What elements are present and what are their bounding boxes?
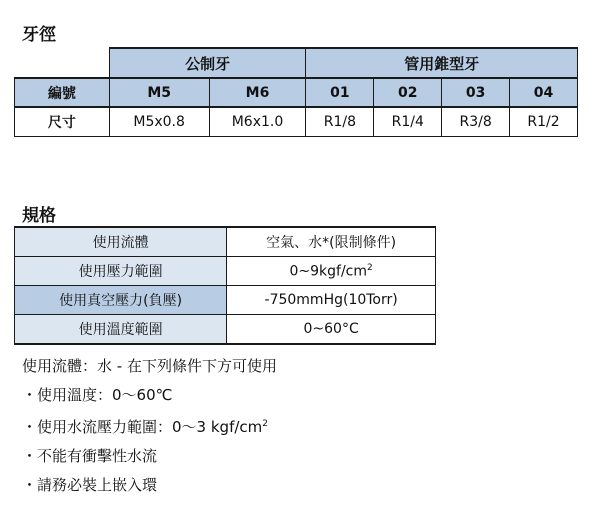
size-cell: R1/8 — [306, 107, 374, 137]
note-item — [22, 471, 277, 500]
size-label: 尺寸 — [15, 107, 110, 137]
code-cell: 01 — [306, 78, 374, 107]
spec-value — [227, 257, 436, 286]
note-item-text: ・不能有衝擊性水流 — [22, 447, 158, 465]
size-cell: M5x0.8 — [109, 107, 209, 137]
spec-table — [14, 226, 436, 345]
thread-table — [14, 47, 578, 137]
note-item-text: ・使用溫度：0～60℃ — [22, 386, 173, 404]
size-cell: R1/2 — [510, 107, 578, 137]
spec-key: 使用真空壓力(負壓) — [15, 286, 227, 315]
spec-value: -750mmHg(10Torr) — [227, 286, 436, 315]
spec-key: 使用溫度範圍 — [15, 315, 227, 345]
code-cell: 02 — [374, 78, 442, 107]
spec-value-superscript: 2 — [367, 262, 373, 273]
size-cell: R1/4 — [374, 107, 442, 137]
spec-value-text: 0~9kgf/cm — [289, 263, 368, 280]
thread-table-corner — [15, 48, 110, 78]
metric-thread-header: 公制牙 — [109, 48, 306, 78]
thread-section-title: 牙徑 — [22, 25, 56, 45]
code-cell: 03 — [442, 78, 510, 107]
note-item-text: ・使用水流壓力範圍：0～3 kgf/cm — [22, 418, 263, 436]
spec-section-title: 規格 — [22, 206, 56, 226]
spec-key: 使用壓力範圍 — [15, 257, 227, 286]
note-item-text: ・請務必裝上嵌入環 — [22, 476, 158, 494]
note-item — [22, 381, 277, 410]
note-item — [22, 442, 277, 471]
spec-key: 使用流體 — [15, 227, 227, 257]
taper-pipe-thread-header: 管用錐型牙 — [306, 48, 578, 78]
code-cell: M5 — [109, 78, 209, 107]
usage-notes — [22, 352, 277, 500]
code-cell: 04 — [510, 78, 578, 107]
note-item — [22, 410, 277, 442]
spec-value: 0~60°C — [227, 315, 436, 345]
size-cell: R3/8 — [442, 107, 510, 137]
notes-intro: 使用流體：水 - 在下列條件下方可使用 — [22, 357, 277, 375]
code-cell: M6 — [209, 78, 306, 107]
size-cell: M6x1.0 — [209, 107, 306, 137]
note-item-superscript: 2 — [262, 419, 268, 429]
spec-value: 空氣、水*(限制條件) — [227, 227, 436, 257]
code-label: 編號 — [15, 78, 110, 107]
